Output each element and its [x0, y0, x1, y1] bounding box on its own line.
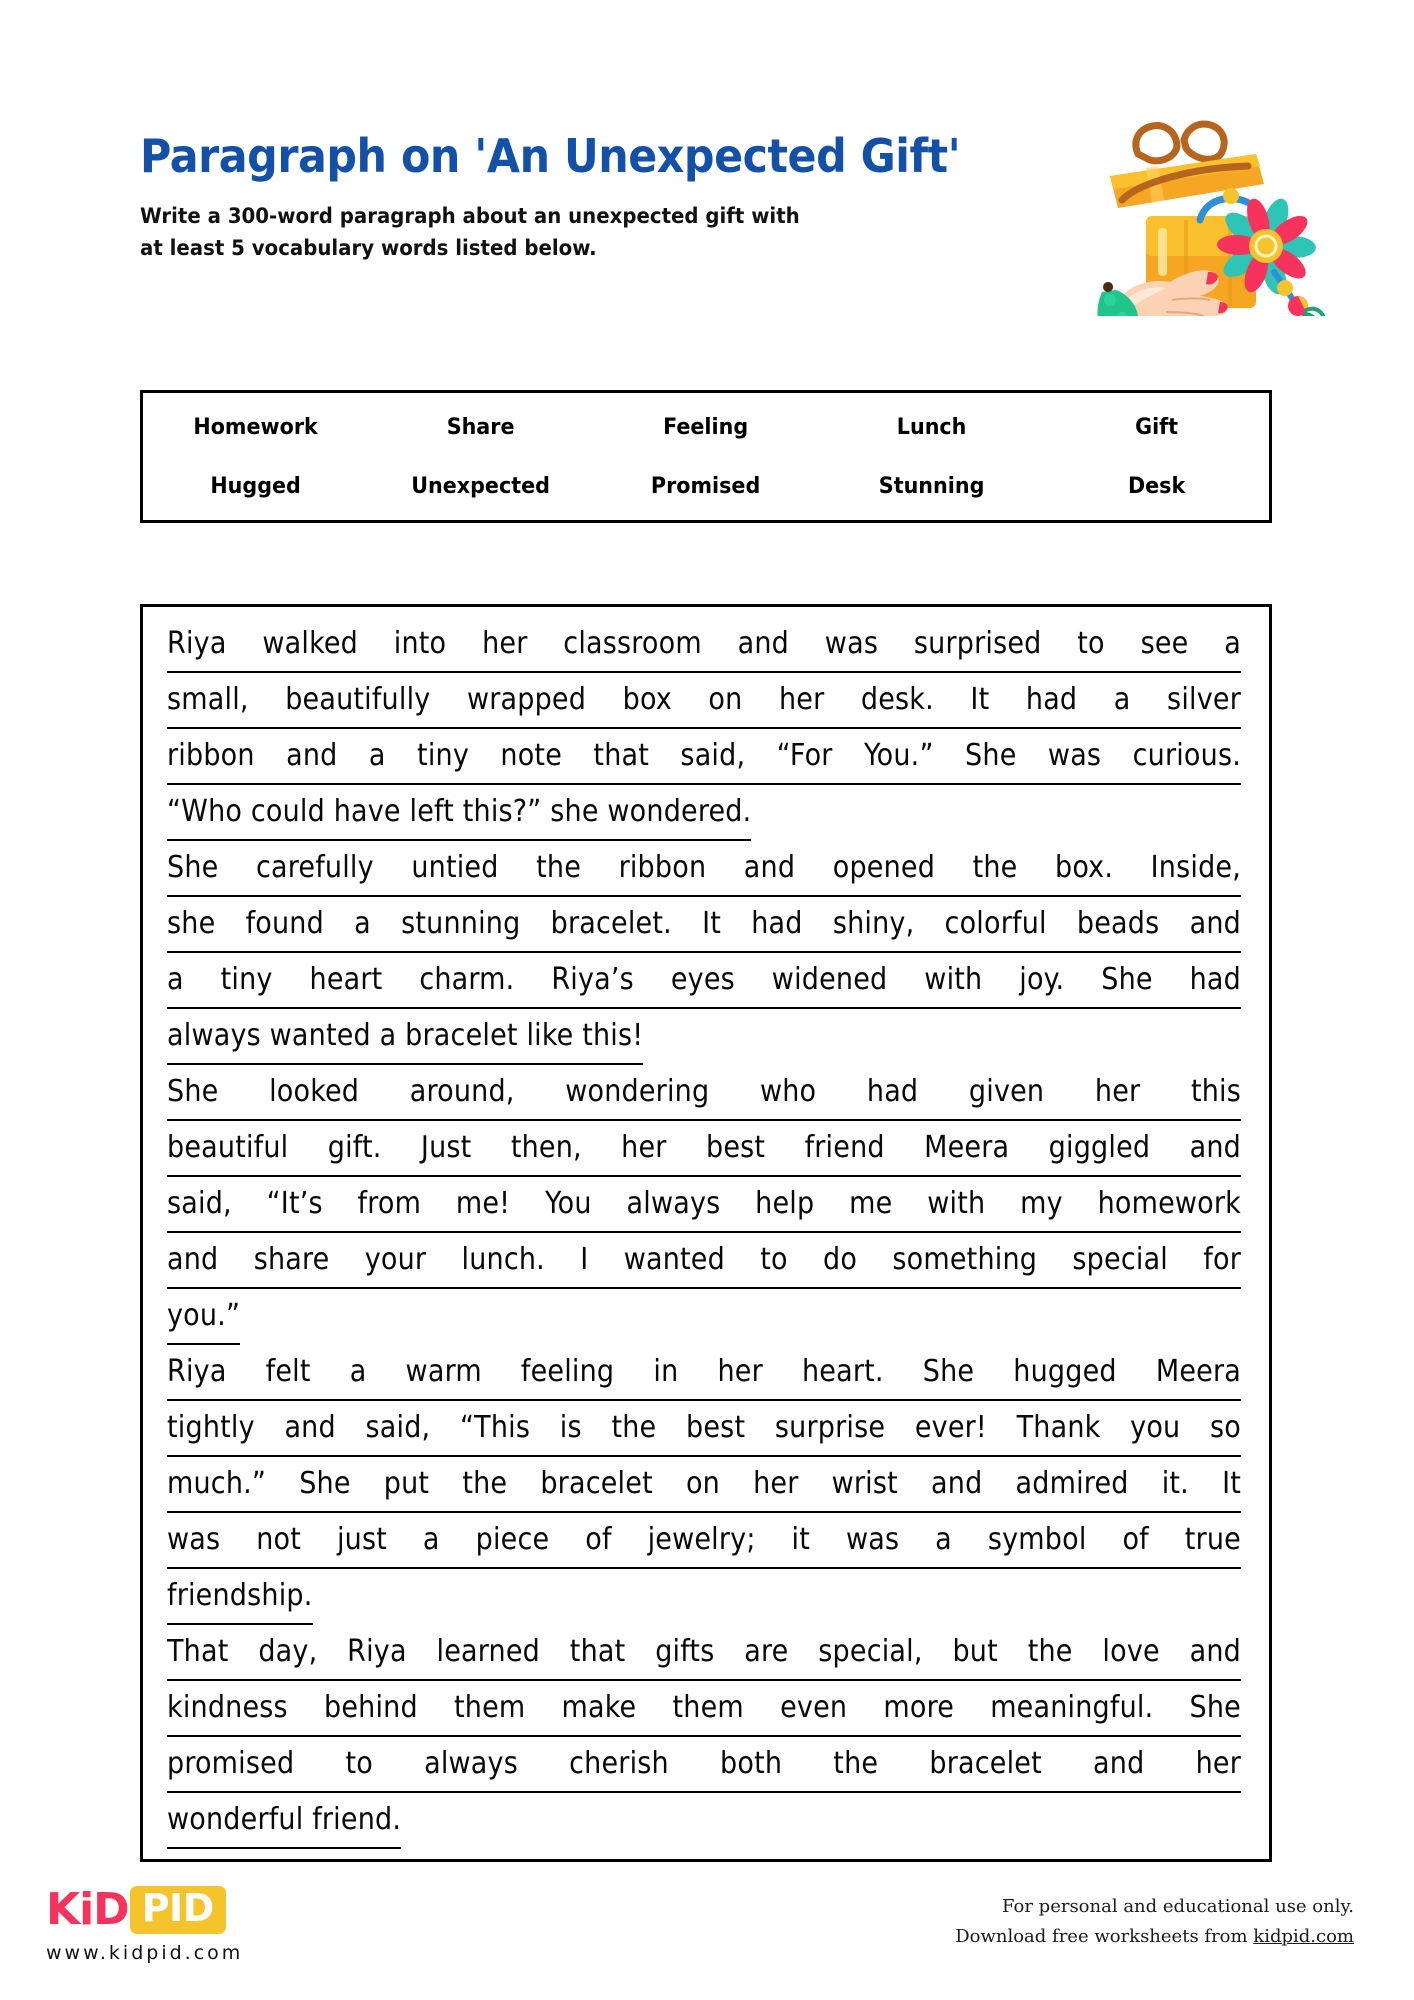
vocabulary-word: Stunning — [878, 473, 984, 499]
paragraph-line-text: That day, Riya learned that gifts are special, but the love and — [167, 1634, 1241, 1669]
vocabulary-word: Unexpected — [411, 473, 551, 499]
kidpid-logo — [46, 1884, 346, 1964]
paragraph-line-text: She looked around, wondering who had given her this — [167, 1074, 1241, 1109]
paragraph-line-text: always wanted a bracelet like this! — [167, 1009, 643, 1065]
paragraph-line-text: said, “It’s from me! You always help me with my homework — [167, 1186, 1241, 1221]
paragraph-line-text: a tiny heart charm. Riya’s eyes widened with joy. She had — [167, 962, 1241, 997]
paragraph-line — [167, 953, 1241, 1009]
paragraph-line-text: ribbon and a tiny note that said, “For You.” She was curious. — [167, 738, 1241, 773]
paragraph-line-text: beautiful gift. Just then, her best friend Meera giggled and — [167, 1130, 1241, 1165]
worksheet-header — [140, 130, 1120, 264]
vocabulary-word: Promised — [651, 473, 761, 499]
bead — [1223, 188, 1239, 204]
paragraph-line-text: you.” — [167, 1289, 240, 1345]
paragraph-line — [167, 1401, 1241, 1457]
instructions-line-1: Write a 300-word paragraph about an unexpected gift with — [140, 204, 800, 228]
paragraph-line — [167, 1569, 1241, 1625]
footer-download-text: Download free worksheets from — [955, 1926, 1254, 1947]
paragraph-line-text: promised to always cherish both the bracelet and her — [167, 1746, 1241, 1781]
paragraph-line-text: she found a stunning bracelet. It had shiny, colorful beads and — [167, 906, 1241, 941]
paragraph-line — [167, 841, 1241, 897]
paragraph-line — [167, 1121, 1241, 1177]
vocabulary-word: Homework — [193, 415, 318, 441]
vocabulary-word: Lunch — [896, 415, 967, 441]
vocabulary-word-bank — [140, 390, 1272, 523]
paragraph-line — [167, 1177, 1241, 1233]
paragraph-line — [167, 729, 1241, 785]
worksheet-instructions — [140, 200, 892, 264]
paragraph-line — [167, 1625, 1241, 1681]
paragraph-line — [167, 1737, 1241, 1793]
logo-website-url: www.kidpid.com — [46, 1942, 244, 1964]
footer-download-notice — [955, 1922, 1354, 1952]
paragraph-line — [167, 617, 1241, 673]
paragraph-line-text: was not just a piece of jewelry; it was a symbol of true — [167, 1522, 1241, 1557]
paragraph-line — [167, 1233, 1241, 1289]
paragraph-line-text: kindness behind them make them even more meaningful. She — [167, 1690, 1241, 1725]
vocabulary-word: Gift — [1134, 415, 1178, 441]
paragraph-line-text: Riya felt a warm feeling in her heart. She hugged Meera — [167, 1354, 1241, 1389]
vocabulary-word: Desk — [1127, 473, 1186, 499]
instructions-line-2: at least 5 vocabulary words listed below. — [140, 236, 597, 260]
paragraph-line-text: Riya walked into her classroom and was surprised to see a — [167, 626, 1241, 661]
vocabulary-row-1 — [143, 393, 1269, 457]
paragraph-line-text: friendship. — [167, 1569, 313, 1625]
page-title: Paragraph on 'An Unexpected Gift' — [140, 129, 961, 183]
paragraph-line — [167, 1345, 1241, 1401]
paragraph-line — [167, 673, 1241, 729]
paragraph-line-text: tightly and said, “This is the best surprise ever! Thank you so — [167, 1410, 1241, 1445]
paragraph-text — [167, 617, 1241, 1849]
paragraph-line — [167, 1793, 1241, 1849]
logo-kid-text: KiD — [46, 1884, 129, 1935]
logo-pid-badge: PID — [130, 1886, 226, 1934]
paragraph-line-text: wonderful friend. — [167, 1793, 401, 1849]
ribbon-bow-icon — [1136, 124, 1224, 161]
paragraph-line — [167, 897, 1241, 953]
vocabulary-word: Hugged — [210, 473, 301, 499]
paragraph-line — [167, 785, 1241, 841]
paragraph-line — [167, 1681, 1241, 1737]
paragraph-line-text: much.” She put the bracelet on her wrist and admired it. It — [167, 1466, 1241, 1501]
gift-box-illustration — [1088, 96, 1328, 316]
paragraph-line-text: and share your lunch. I wanted to do something special for — [167, 1242, 1241, 1277]
paragraph-line — [167, 1009, 1241, 1065]
paragraph-line — [167, 1065, 1241, 1121]
paragraph-answer-area[interactable] — [140, 604, 1272, 1862]
vocabulary-word: Share — [446, 415, 515, 441]
paragraph-line — [167, 1457, 1241, 1513]
vocabulary-word: Feeling — [663, 415, 749, 441]
paragraph-line — [167, 1513, 1241, 1569]
paragraph-line-text: “Who could have left this?” she wondered. — [167, 785, 751, 841]
vocabulary-row-2 — [143, 457, 1269, 521]
paragraph-line — [167, 1289, 1241, 1345]
logo-wordmark — [46, 1884, 346, 1936]
paragraph-line-text: She carefully untied the ribbon and opened the box. Inside, — [167, 850, 1241, 885]
paragraph-line-text: small, beautifully wrapped box on her desk. It had a silver — [167, 682, 1241, 717]
kidpid-link[interactable]: kidpid.com — [1253, 1926, 1354, 1947]
footer-notice — [955, 1892, 1354, 1952]
footer-usage-notice: For personal and educational use only. — [1002, 1896, 1354, 1917]
